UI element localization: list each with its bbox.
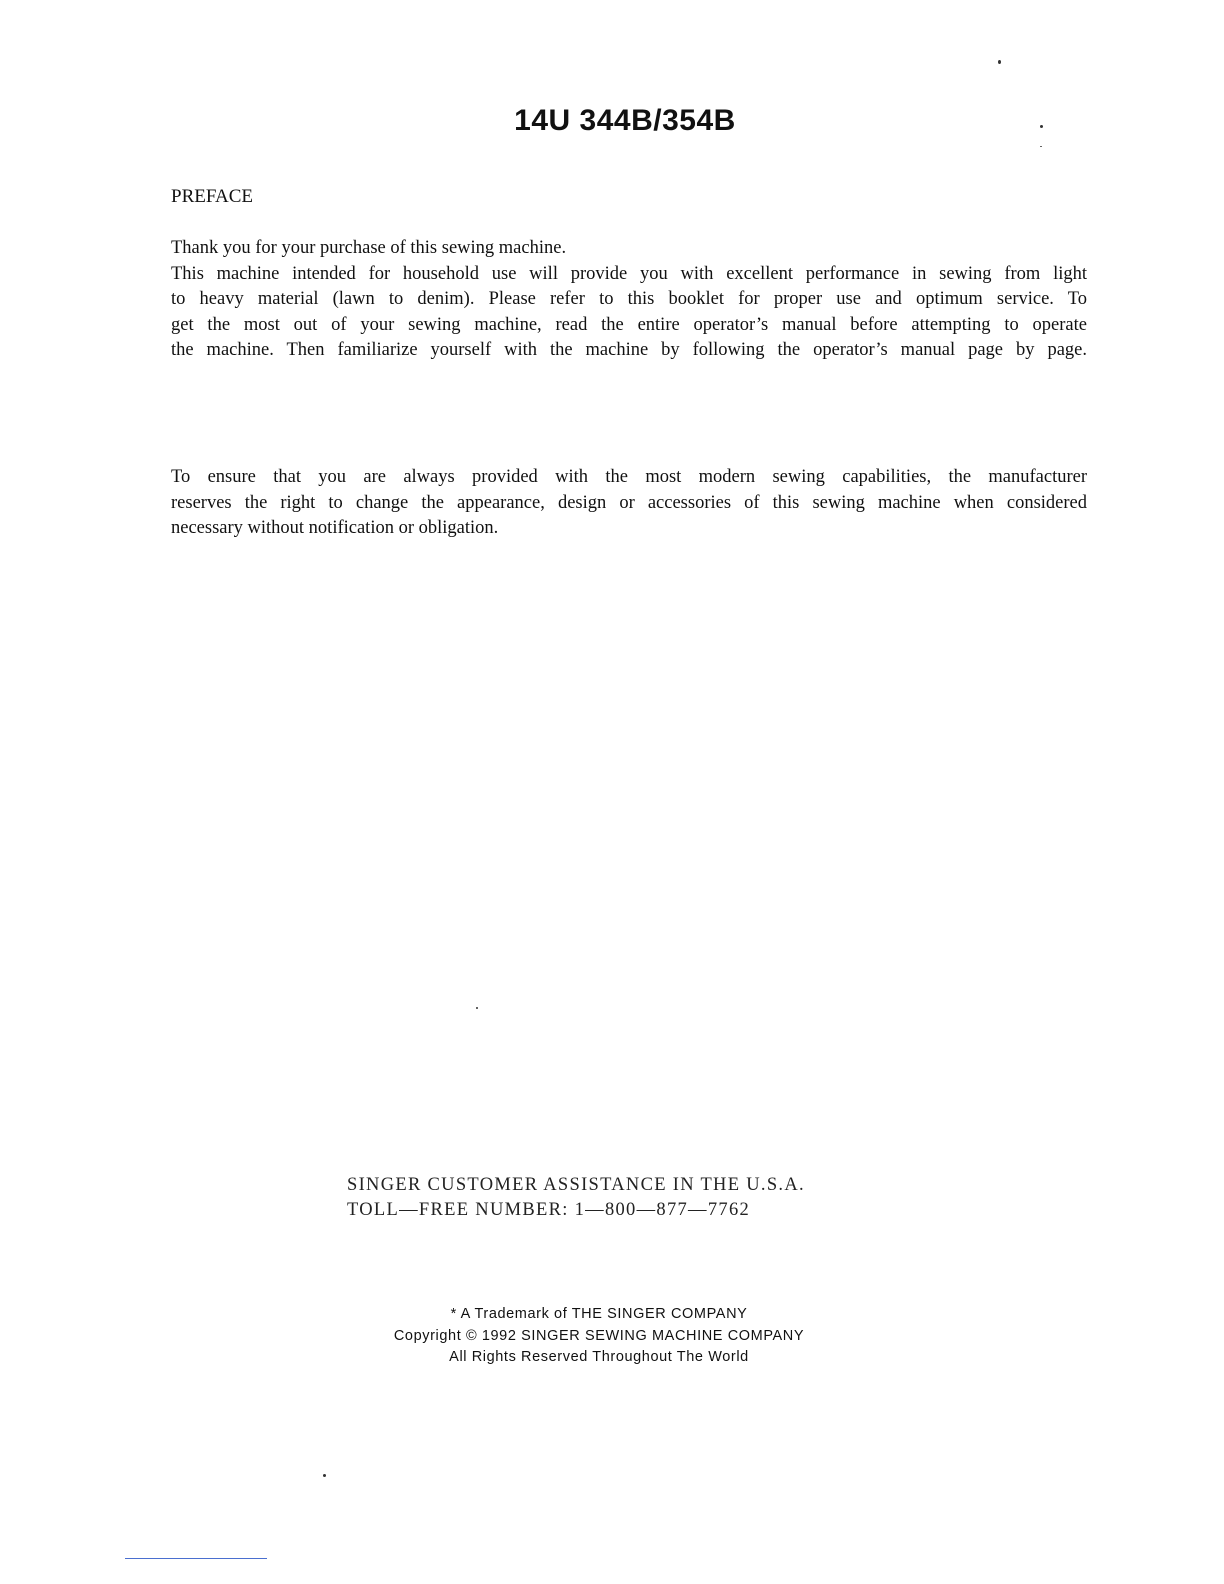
preface-line: To ensure that you are always provided with the most modern sewing capabilities, the manufacturer [171,467,1087,487]
preface-paragraph-2 [171,465,1087,542]
toll-free-number: TOLL—FREE NUMBER: 1—800—877—7762 [347,1200,751,1220]
rights-notice: All Rights Reserved Throughout The World [449,1349,749,1365]
scan-speck [998,60,1001,64]
preface-line: Thank you for your purchase of this sewing machine. [171,238,567,258]
scan-speck [323,1474,326,1477]
trademark-notice: * A Trademark of THE SINGER COMPANY [450,1306,748,1322]
preface-line: reserves the right to change the appearance, design or accessories of this sewing machine when considered [171,492,1087,513]
customer-assistance-block [347,1173,805,1223]
section-heading-preface: PREFACE [171,186,254,207]
preface-line: necessary without notification or obligation. [171,518,499,538]
footer-rule [125,1558,267,1559]
preface-line: This machine intended for household use will provide you with excellent performance in sewing from light [171,263,1087,284]
model-title: 14U 344B/354B [514,104,736,137]
customer-assistance-heading: SINGER CUSTOMER ASSISTANCE IN THE U.S.A. [347,1175,805,1195]
scan-speck [476,1007,478,1009]
preface-line: the machine. Then familiarize yourself with the machine by following the operator’s manual page by page. [171,340,1087,360]
preface-line: to heavy material (lawn to denim). Please refer to this booklet for proper use and optimum service. To [171,289,1087,309]
scan-speck [1040,125,1043,128]
legal-notice [0,1304,1198,1369]
copyright-notice: Copyright © 1992 SINGER SEWING MACHINE COMPANY [393,1327,805,1344]
preface-line: get the most out of your sewing machine, read the entire operator’s manual before attempting to operate [171,314,1087,335]
preface-paragraph-1 [171,236,1087,364]
scan-speck [1040,146,1042,147]
